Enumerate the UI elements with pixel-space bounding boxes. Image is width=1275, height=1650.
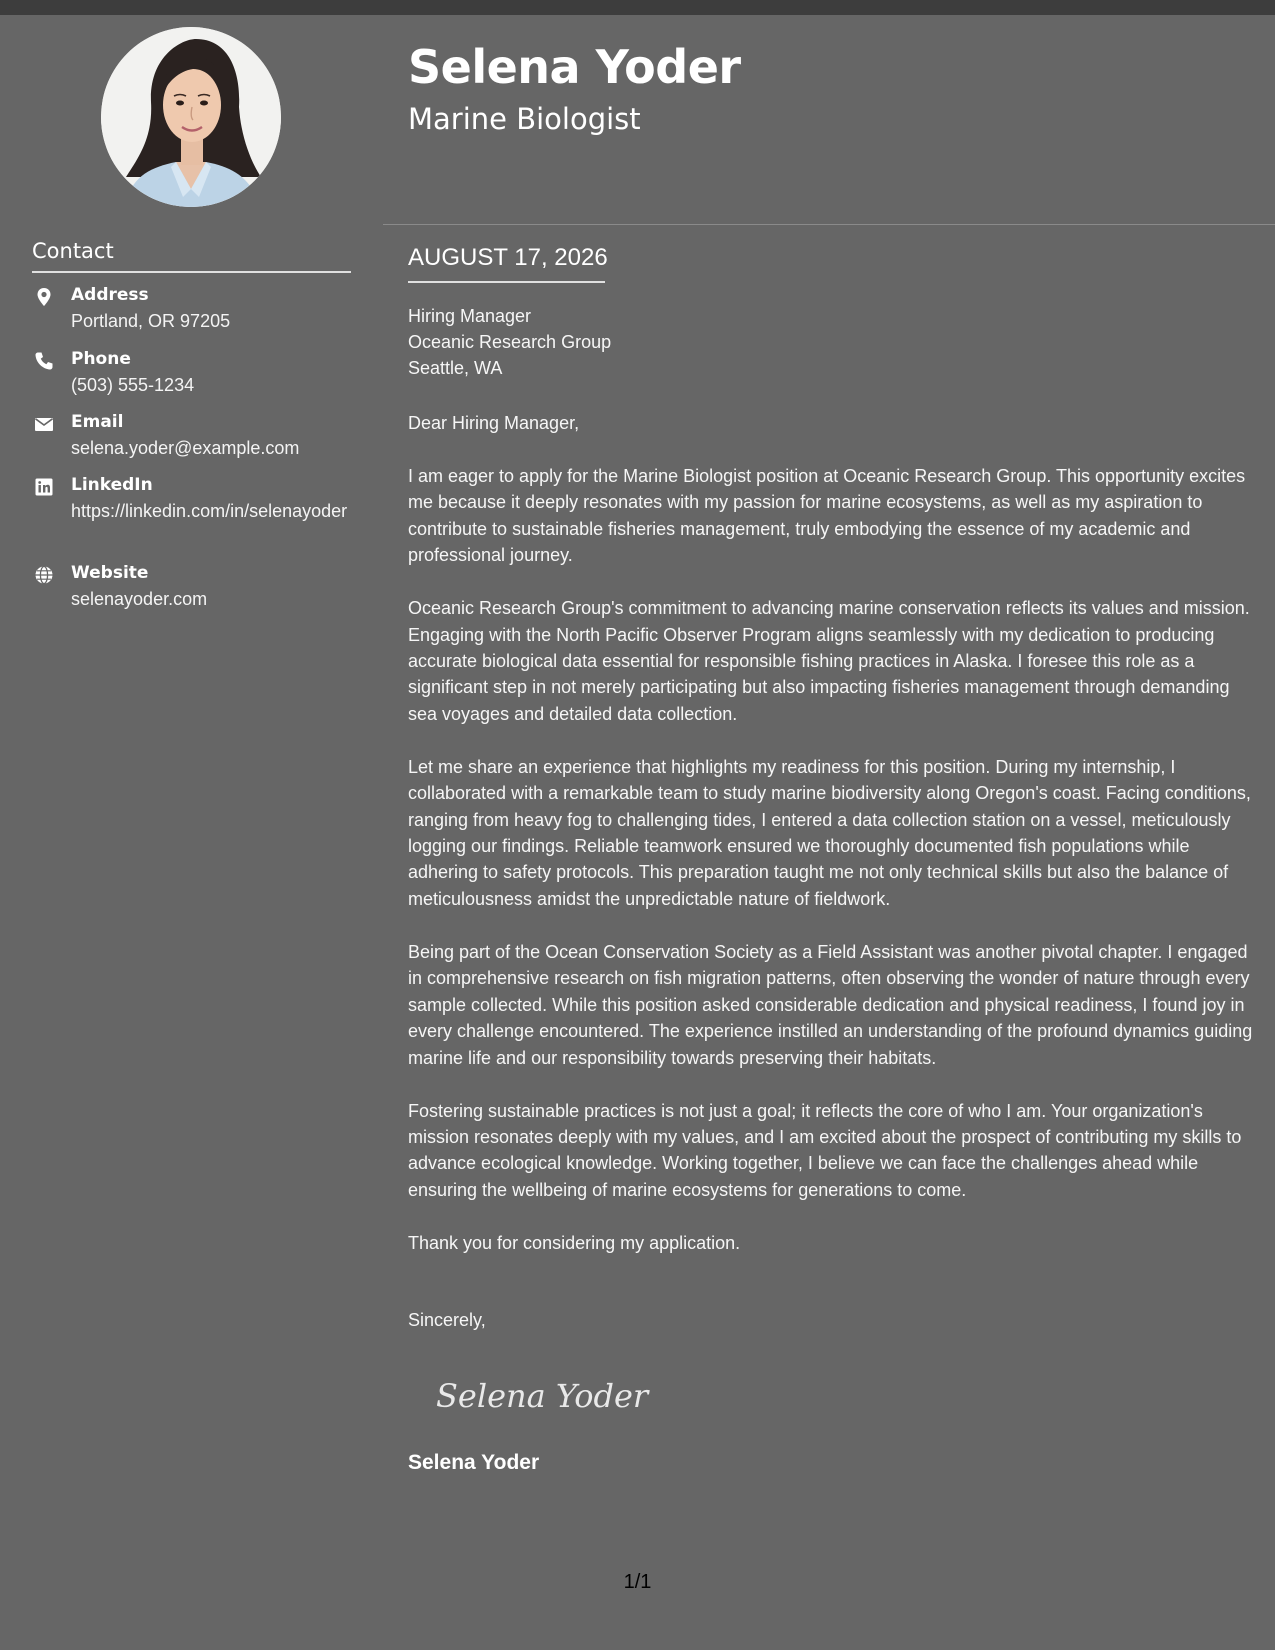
contact-label: Website: [71, 563, 149, 583]
body-paragraph: Oceanic Research Group's commitment to advancing marine conservation reflects its values and mission. Engaging with the North Pacific Observer Program aligns seamlessly with my dedication to producing accurate biological data essential for responsible fishing practices in Alaska. I foresee this role as a significant step in not merely participating but also impacting fisheries management through demanding sea voyages and detailed data collection.: [408, 598, 1250, 724]
recipient-line: Seattle, WA: [408, 358, 503, 378]
letter-body: [408, 463, 1253, 1283]
letter-date: AUGUST 17, 2026: [408, 244, 608, 271]
date-divider: [408, 281, 605, 283]
body-paragraph: Thank you for considering my application.: [408, 1232, 741, 1253]
signature: [432, 1365, 672, 1425]
salutation: Dear Hiring Manager,: [408, 413, 580, 433]
recipient-line: Hiring Manager: [408, 306, 532, 326]
signer-name: Selena Yoder: [408, 1451, 540, 1474]
contact-value: Portland, OR 97205: [71, 311, 231, 331]
body-paragraph: Let me share an experience that highlights my readiness for this position. During my internship, I collaborated with a remarkable team to study marine biodiversity along Oregon's coast. Facing conditions, ranging from heavy fog to challenging tides, I entered a data collection station on a vessel, meticulously logging our findings. Reliable teamwork ensured we thoroughly documented fish populations while adhering to safety protocols. This preparation taught me not only technical skills but also the balance of meticulousness amidst the unpredictable nature of fieldwork.: [408, 756, 1251, 909]
body-paragraph: Fostering sustainable practices is not just a goal; it reflects the core of who I am. Your organization's mission resonates deeply with my values, and I am excited about the prospect of contributing my skills to advance ecological knowledge. Working together, I believe we can face the challenges ahead while ensuring the wellbeing of marine ecosystems for generations to come.: [408, 1100, 1242, 1200]
top-strip: [0, 0, 1275, 15]
linkedin-icon: [34, 477, 54, 497]
contact-value: (503) 555-1234: [71, 375, 195, 395]
candidate-name: Selena Yoder: [408, 40, 741, 94]
contact-label: Address: [71, 285, 149, 305]
contact-value: https://linkedin.com/in/selenayoder: [71, 501, 348, 521]
avatar: [101, 27, 281, 207]
map-pin-icon: [34, 287, 54, 307]
body-paragraph: I am eager to apply for the Marine Biologist position at Oceanic Research Group. This opportunity excites me because it deeply resonates with my passion for marine ecosystems, as well as my aspiration to contribute to sustainable fisheries management, truly embodying the essence of my academic and professional journey.: [408, 466, 1246, 566]
header-divider: [383, 224, 1275, 225]
envelope-icon: [34, 414, 54, 434]
contact-heading: Contact: [32, 239, 114, 263]
contact-value: selena.yoder@example.com: [71, 438, 300, 458]
phone-icon: [34, 351, 54, 371]
contact-label: Phone: [71, 349, 131, 369]
signature-text: Selena Yoder: [436, 1377, 649, 1415]
job-title: Marine Biologist: [408, 102, 641, 136]
closing: Sincerely,: [408, 1310, 486, 1330]
page-number: 1/1: [623, 1571, 652, 1593]
recipient-block: [408, 303, 1228, 381]
contact-divider: [32, 271, 351, 273]
body-paragraph: Being part of the Ocean Conservation Society as a Field Assistant was another pivotal chapter. I engaged in comprehensive research on fish migration patterns, often observing the wonder of nature through every sample collected. While this position asked considerable dedication and physical readiness, I found joy in every challenge encountered. The experience instilled an understanding of the profound dynamics guiding marine life and our responsibility towards preserving their habitats.: [408, 941, 1253, 1068]
contact-label: LinkedIn: [71, 475, 153, 495]
contact-label: Email: [71, 412, 124, 432]
contact-value: selenayoder.com: [71, 589, 208, 609]
globe-icon: [34, 565, 54, 585]
recipient-line: Oceanic Research Group: [408, 332, 612, 352]
